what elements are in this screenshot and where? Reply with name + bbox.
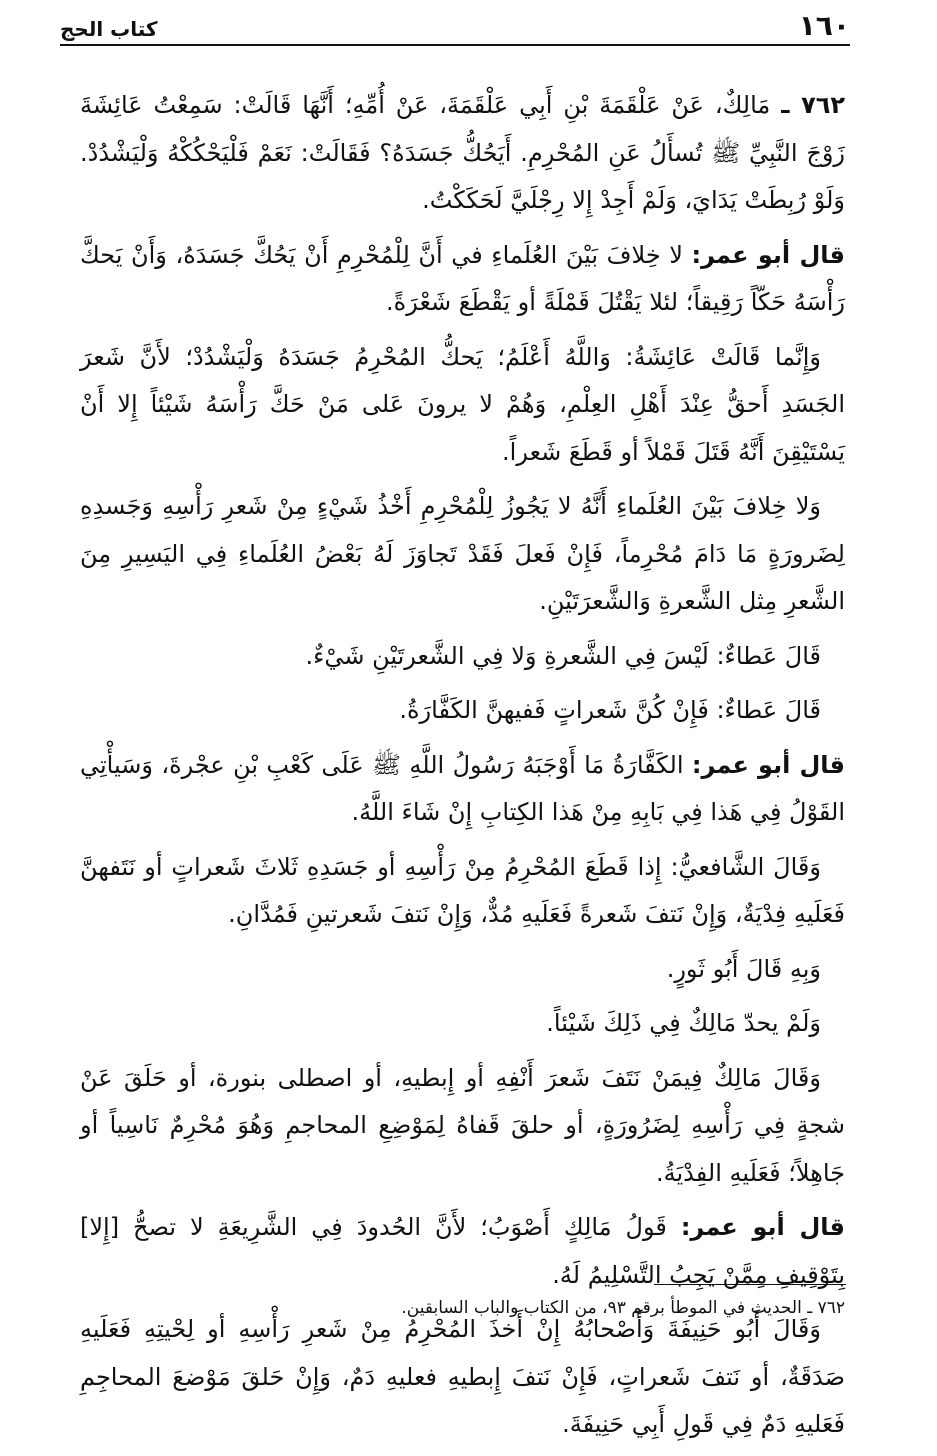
paragraph: [80, 1306, 845, 1449]
paragraph-text: قَالَ عَطاءٌ: فَإِنْ كُنَّ شَعراتٍ فَفيهنَّ الكَفَّارَةُ.: [399, 696, 821, 724]
book-title: كتاب الحج: [60, 17, 158, 41]
page-header: [60, 8, 850, 46]
paragraph-text: لا خِلافَ بَيْنَ العُلَماءِ في أَنَّ لِلْمُحْرِمِ أَنْ يَحُكَّ جَسَدَهُ، وَأَنْ يَحكَّ رَأْسَهُ حَكّاً رَقِيقاً؛ لئلا يَقْتُلَ قَمْلَةً أو يَقْطَعَ شَعْرَةً.: [80, 240, 845, 316]
paragraph-commentary: [80, 742, 845, 837]
paragraph-text: وَإِنَّما قَالَتْ عَائِشَةُ: وَاللَّهُ أَعْلَمُ؛ يَحكُّ المُحْرِمُ جَسَدَهُ وَلْيَشْدُدْ؛ لأَنَّ شَعرَ الجَسَدِ أَحقُّ عِنْدَ أَهْلِ العِلْمِ، وَهُمْ لا يرونَ عَلى مَنْ حَكَّ رَأْسَهُ شَيْئاً إِلا أَنْ يَسْتَيْقِنَ أَنَّهُ قَتَلَ قَمْلاً أو قَطَعَ شَعراً.: [80, 342, 845, 466]
paragraph-lead: قال أبو عمر:: [691, 750, 845, 779]
paragraph: [80, 844, 845, 939]
paragraph-lead: قال أبو عمر:: [680, 1213, 846, 1241]
footnote: ٧٦٢ ـ الحديث في الموطأ برقم ٩٣، من الكتاب والباب السابقين.: [401, 1298, 845, 1318]
paragraph-text: قَالَ عَطاءٌ: لَيْسَ فِي الشَّعرةِ وَلا فِي الشَّعرتَيْنِ شَيْءٌ.: [305, 641, 821, 670]
paragraph-lead: قال أبو عمر:: [691, 240, 845, 269]
paragraph-text: وَقَالَ أَبُو حَنِيفَةَ وَأَصْحابُهُ إِنْ أَخذَ المُحْرِمُ مِنْ شَعرِ رَأْسِهِ أو لِحْيتِهِ فَعَلَيهِ صَدَقَةٌ، أو نَتفَ شَعراتٍ، فَإِنْ نَتفَ إِبطيهِ فعليهِ دَمٌ، وَإِنْ حَلقَ مَوْضعَ المحاجِمِ فَعَليهِ دَمٌ فِي قَولِ أَبِي حَنِيفَةَ.: [80, 1315, 845, 1438]
paragraph-text: مَالِكٌ، عَنْ عَلْقَمَةَ بْنِ أَبِي عَلْقَمَةَ، عَنْ أُمِّهِ؛ أَنَّهَا قَالَتْ: سَمِعْتُ عَائِشَةَ زَوْجَ النَّبِيِّ ﷺ تُسأَلُ عَنِ المُحْرِمِ. أَيَحُكُّ جَسَدَهُ؟ فَقَالَتْ: نَعَمْ فَلْيَحْكُكْهُ وَلْيَشْدُدْ. وَلَوْ رُبِطَتْ يَدَايَ، وَلَمْ أَجِدْ إِلا رِجْلَيَّ لَحَكَكْتُ.: [80, 91, 845, 214]
paragraph-lead: ٧٦٢ ـ: [781, 91, 846, 119]
paragraph-text: وَلَمْ يحدّ مَالِكٌ فِي ذَلِكَ شَيْئاً.: [546, 1009, 821, 1037]
footnote-divider: [654, 1284, 846, 1285]
paragraph-text: الكَفَّارَةُ مَا أَوْجَبَهُ رَسُولُ اللَّهِ ﷺ عَلَى كَعْبِ بْنِ عجْرةَ، وَسَيأْتِي القَوْلُ فِي هَذا فِي بَابِهِ مِنْ هَذا الكِتابِ إِنْ شَاءَ اللَّهُ.: [80, 750, 845, 826]
paragraph: [80, 1055, 845, 1198]
paragraph-text: وَقَالَ الشَّافعيُّ: إِذا قَطَعَ المُحْرِمُ مِنْ رَأْسِهِ أو جَسَدِهِ ثَلاثَ شَعراتٍ أو نَتَفهنَّ فَعَلَيهِ فِدْيَةٌ، وَإِنْ نَتفَ شَعرةً فَعَلَيهِ مُدٌّ، وَإِنْ نَتفَ شَعرتينِ فَمُدَّانِ.: [80, 852, 845, 928]
paragraph-text: وَبِهِ قَالَ أَبُو ثَورٍ.: [666, 954, 821, 983]
page-number: ١٦٠: [798, 9, 850, 42]
paragraph-hadith-762: [80, 82, 845, 225]
paragraph-text: وَقَالَ مَالِكٌ فِيمَنْ نَتَفَ شَعرَ أَنْفِهِ أو إِبطيهِ، أو اصطلى بنورة، أو حَلَقَ عَنْ شجةٍ فِي رَأْسِهِ لِضَرُورَةٍ، أو حلقَ قَفاهُ لِمَوْضِعِ المحاجمِ وَهُوَ مُحْرِمٌ نَاسِياً أو جَاهِلاً؛ فَعَلَيهِ الفِدْيَةُ.: [80, 1063, 845, 1187]
paragraph: [80, 687, 845, 735]
paragraph: [80, 334, 845, 477]
paragraph-commentary: [80, 232, 845, 327]
paragraph-text: وَلا خِلافَ بَيْنَ العُلَماءِ أَنَّهُ لا يَجُوزُ لِلْمُحْرِمِ أَخْذُ شَيْءٍ مِنْ شَعرِ رَأْسِهِ وَجَسدِهِ لِضَرورَةٍ مَا دَامَ مُحْرِماً، فَإِنْ فَعلَ فَقَدْ تَجاوَزَ لَهُ بَعْضُ العُلَماءِ فِي اليَسِيرِ مِنَ الشَّعرِ مِثل الشَّعرةِ وَالشَّعرَتَيْنِ.: [80, 492, 845, 615]
paragraph: [80, 1000, 845, 1048]
body-text: [80, 82, 845, 1456]
paragraph-text: قَولُ مَالِكٍ أَصْوَبُ؛ لأَنَّ الحُدودَ فِي الشَّرِيعَةِ لا تصحُّ [إِلا] بِتَوْقِيفِ مِمَّنْ يَجِبُ التَّسْلِيمُ لَهُ.: [80, 1213, 845, 1289]
paragraph: [80, 633, 845, 681]
paragraph: [80, 483, 845, 626]
paragraph: [80, 946, 845, 994]
